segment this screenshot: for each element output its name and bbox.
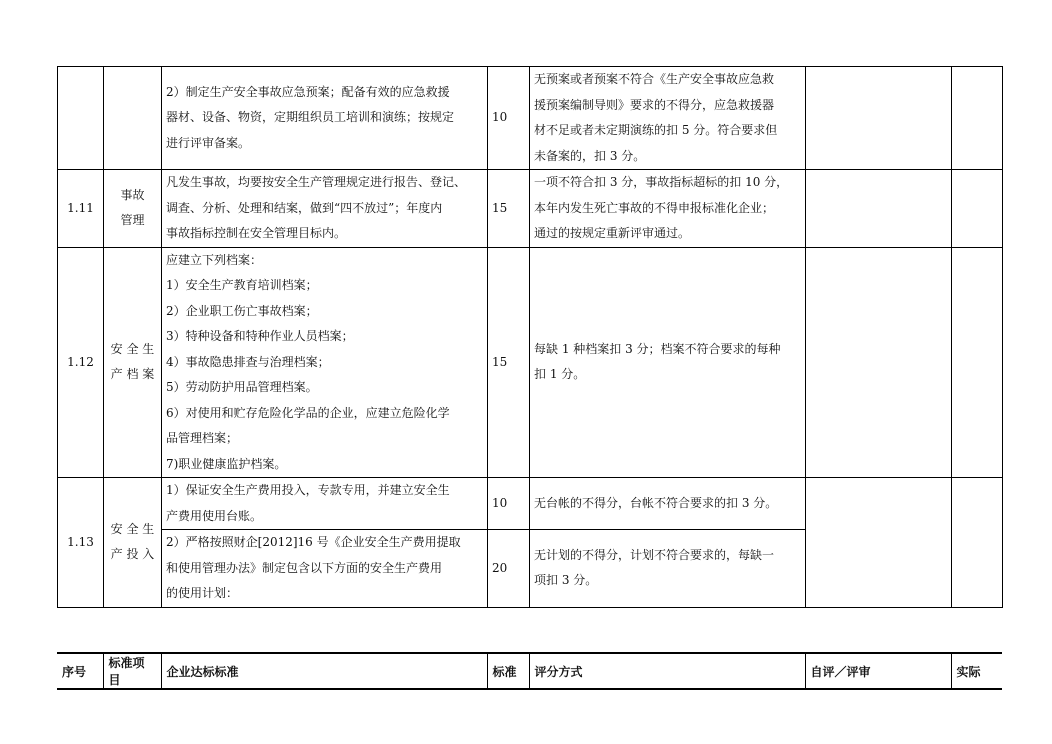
row-content: 1）保证安全生产费用投入，专款专用，并建立安全生 产费用使用台账。 (162, 478, 488, 530)
row-actual[interactable] (952, 170, 1003, 248)
row-content: 2）制定生产安全事故应急预案；配备有效的应急救援 器材、设备、物资，定期组织员工培训和演练；按规定 进行评审备案。 (162, 67, 488, 170)
row-method: 无台帐的不得分，台帐不符合要求的扣 3 分。 (530, 478, 806, 530)
row-review[interactable] (806, 247, 952, 478)
header-score: 标准 (487, 653, 529, 689)
row-score: 15 (488, 170, 530, 248)
table-row (58, 170, 1003, 248)
header-standard: 企业达标标准 (161, 653, 487, 689)
table-row (58, 247, 1003, 478)
row-item: 安 全 生 产 档 案 (104, 247, 162, 478)
row-method: 无计划的不得分，计划不符合要求的，每缺一 项扣 3 分。 (530, 530, 806, 608)
row-content: 2）严格按照财企[2012]16 号《企业安全生产费用提取 和使用管理办法》制定包含以下方面的安全生产费用 的使用计划： (162, 530, 488, 608)
header-row (57, 653, 1002, 689)
row-score: 10 (488, 67, 530, 170)
table-header (57, 652, 1002, 690)
row-score: 10 (488, 478, 530, 530)
row-id: 1.11 (58, 170, 104, 248)
row-item: 事故 管理 (104, 170, 162, 248)
row-id: 1.12 (58, 247, 104, 478)
row-actual[interactable] (952, 247, 1003, 478)
row-id: 1.13 (58, 478, 104, 608)
row-content: 应建立下列档案： 1）安全生产教育培训档案； 2）企业职工伤亡事故档案； 3）特种设备和特种作业人员档案； 4）事故隐患排查与治理档案； 5）劳动防护用品管理档案。 6）对使用和贮存危险化学品的企业，应建立危险化学 品管理档案； 7)职业健康监护档案。 (162, 247, 488, 478)
row-actual[interactable] (952, 67, 1003, 170)
header-actual: 实际 (951, 653, 1002, 689)
row-review[interactable] (806, 67, 952, 170)
row-id (58, 67, 104, 170)
table-row (58, 67, 1003, 170)
row-score: 20 (488, 530, 530, 608)
row-method: 无预案或者预案不符合《生产安全事故应急救 援预案编制导则》要求的不得分，应急救援器 材不足或者未定期演练的扣 5 分。符合要求但 未备案的，扣 3 分。 (530, 67, 806, 170)
header-item: 标准项目 (103, 653, 161, 689)
row-method: 一项不符合扣 3 分，事故指标超标的扣 10 分， 本年内发生死亡事故的不得申报标准化企业； 通过的按规定重新评审通过。 (530, 170, 806, 248)
header-no: 序号 (57, 653, 103, 689)
row-review[interactable] (806, 170, 952, 248)
header-method: 评分方式 (529, 653, 805, 689)
standards-table (57, 66, 1003, 608)
row-item: 安 全 生 产 投 入 (104, 478, 162, 608)
row-method: 每缺 1 种档案扣 3 分；档案不符合要求的每种 扣 1 分。 (530, 247, 806, 478)
row-score: 15 (488, 247, 530, 478)
header-review: 自评／评审 (805, 653, 951, 689)
table-row (58, 478, 1003, 530)
row-actual[interactable] (952, 478, 1003, 608)
row-content: 凡发生事故，均要按安全生产管理规定进行报告、登记、 调查、分析、处理和结案，做到“四不放过”；年度内 事故指标控制在安全管理目标内。 (162, 170, 488, 248)
row-item (104, 67, 162, 170)
row-review[interactable] (806, 478, 952, 608)
